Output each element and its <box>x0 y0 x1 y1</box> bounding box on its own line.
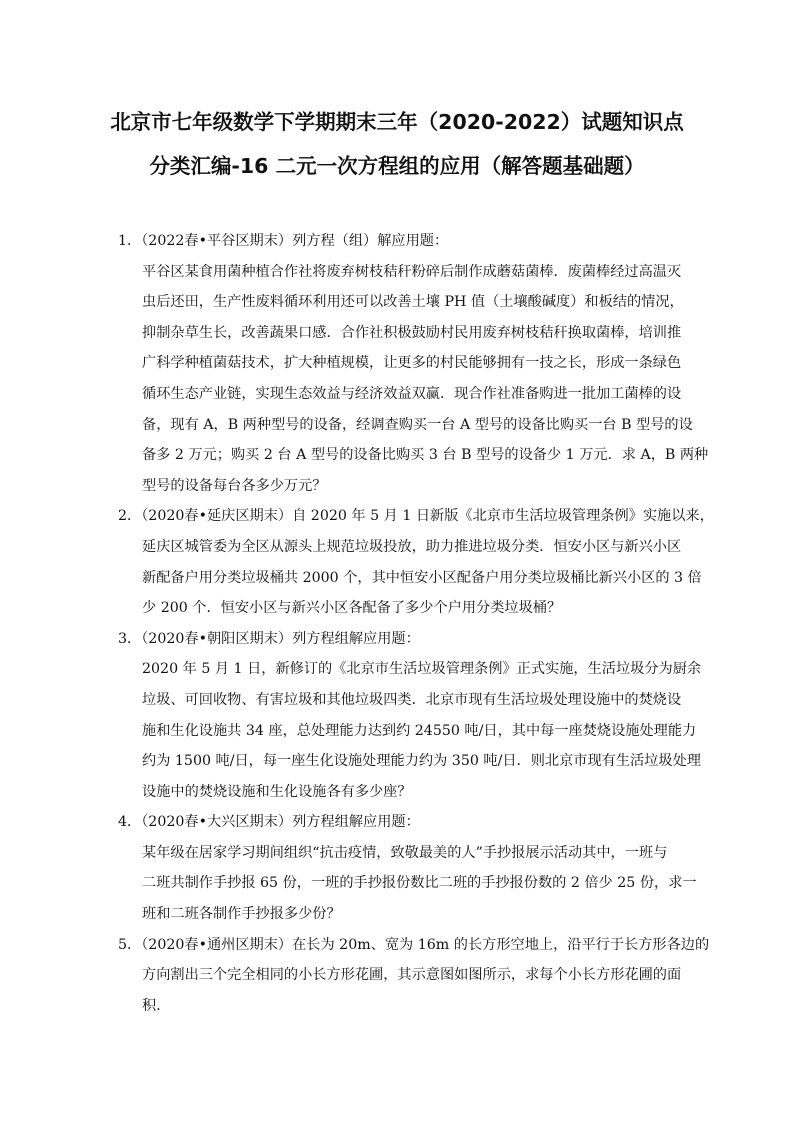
problem-3-text-line: 约为 1500 吨/日，每一座生化设施处理能力约为 350 吨/日．则北京市现有生活垃圾处理 <box>142 753 701 770</box>
problem-1-text-line: 虫后还田，生产性废料循环利用还可以改善土壤 PH 值（土壤酸碱度）和板结的情况， <box>142 294 684 311</box>
problem-3-text-line: 2020 年 5 月 1 日，新修订的《北京市生活垃圾管理条例》正式实施，生活垃圾分为厨余 <box>142 661 702 678</box>
problem-5-heading: 5．（2020春•通州区期末）在长为 20m、宽为 16m 的长方形空地上，沿平行于长方形各边的 <box>118 936 710 953</box>
problem-3 <box>118 624 702 808</box>
problem-5-text-line: 方向割出三个完全相同的小长方形花圃，其示意图如图所示，求每个小长方形花圃的面 <box>142 967 682 984</box>
problem-3-text-line: 施和生化设施共 34 座，总处理能力达到约 24550 吨/日，其中每一座焚烧设施处理能力 <box>142 722 697 739</box>
problem-1-text-line: 抑制杂草生长，改善蔬果口感．合作社积极鼓励村民用废弃树枝秸秆换取菌棒，培训推 <box>142 324 682 341</box>
problem-2 <box>118 501 714 623</box>
title-line-2: 分类汇编-16 二元一次方程组的应用（解答题基础题） <box>149 154 645 178</box>
problem-1-text-line: 循环生态产业链，实现生态效益与经济效益双赢．现合作社准备购进一批加工菌棒的设 <box>142 385 682 402</box>
problem-5-text-line: 积． <box>142 997 171 1014</box>
problem-2-text-line: 少 200 个．恒安小区与新兴小区各配备了多少个户用分类垃圾桶？ <box>142 600 562 617</box>
problem-5 <box>118 930 710 1022</box>
title-line-1: 北京市七年级数学下学期期末三年（2020-2022）试题知识点 <box>110 110 684 134</box>
problem-1-text-line: 备，现有 A，B 两种型号的设备，经调查购买一台 A 型号的设备比购买一台 B 型号的设 <box>142 416 693 433</box>
document-title <box>80 100 714 188</box>
problem-1-heading: 1．（2022春•平谷区期末）列方程（组）解应用题： <box>118 233 449 249</box>
problem-1-text-line: 型号的设备每台各多少万元？ <box>142 477 327 494</box>
problem-3-heading: 3．（2020春•朝阳区期末）列方程组解应用题： <box>118 630 420 647</box>
problem-2-text-line: 新配备户用分类垃圾桶共 2000 个，其中恒安小区配备户用分类垃圾桶比新兴小区的 3 倍 <box>142 569 702 586</box>
problem-4-heading: 4．（2020春•大兴区期末）列方程组解应用题： <box>118 814 420 831</box>
problem-2-heading: 2．（2020春•延庆区期末）自 2020 年 5 月 1 日新版《北京市生活垃圾管理条例》实施以来， <box>118 508 714 525</box>
problem-1-text-line: 平谷区某食用菌种植合作社将废弃树枝秸秆粉碎后制作成蘑菇菌棒．废菌棒经过高温灭 <box>142 263 682 280</box>
problem-4-text-line: 某年级在居家学习期间组织“抗击疫情，致敬最美的人”手抄报展示活动其中，一班与 <box>142 844 668 861</box>
problem-1 <box>118 226 709 501</box>
problem-2-text-line: 延庆区城管委为全区从源头上规范垃圾投放，助力推进垃圾分类．恒安小区与新兴小区 <box>142 538 682 555</box>
problem-4-text-line: 二班共制作手抄报 65 份，一班的手抄报份数比二班的手抄报份数的 2 倍少 25 份，求一 <box>142 875 697 892</box>
problem-1-text-line: 广科学种植菌菇技术，扩大种植规模，让更多的村民能够拥有一技之长，形成一条绿色 <box>142 355 682 372</box>
problem-list <box>118 226 714 1021</box>
problem-4 <box>118 807 697 929</box>
problem-4-text-line: 班和二班各制作手抄报多少份？ <box>142 906 341 923</box>
problem-3-text-line: 垃圾、可回收物、有害垃圾和其他垃圾四类．北京市现有生活垃圾处理设施中的焚烧设 <box>142 691 682 708</box>
problem-1-text-line: 备多 2 万元；购买 2 台 A 型号的设备比购买 3 台 B 型号的设备少 1 万元．求 A，B 两种 <box>142 447 709 464</box>
problem-3-text-line: 设施中的焚烧设施和生化设施各有多少座？ <box>142 783 412 800</box>
